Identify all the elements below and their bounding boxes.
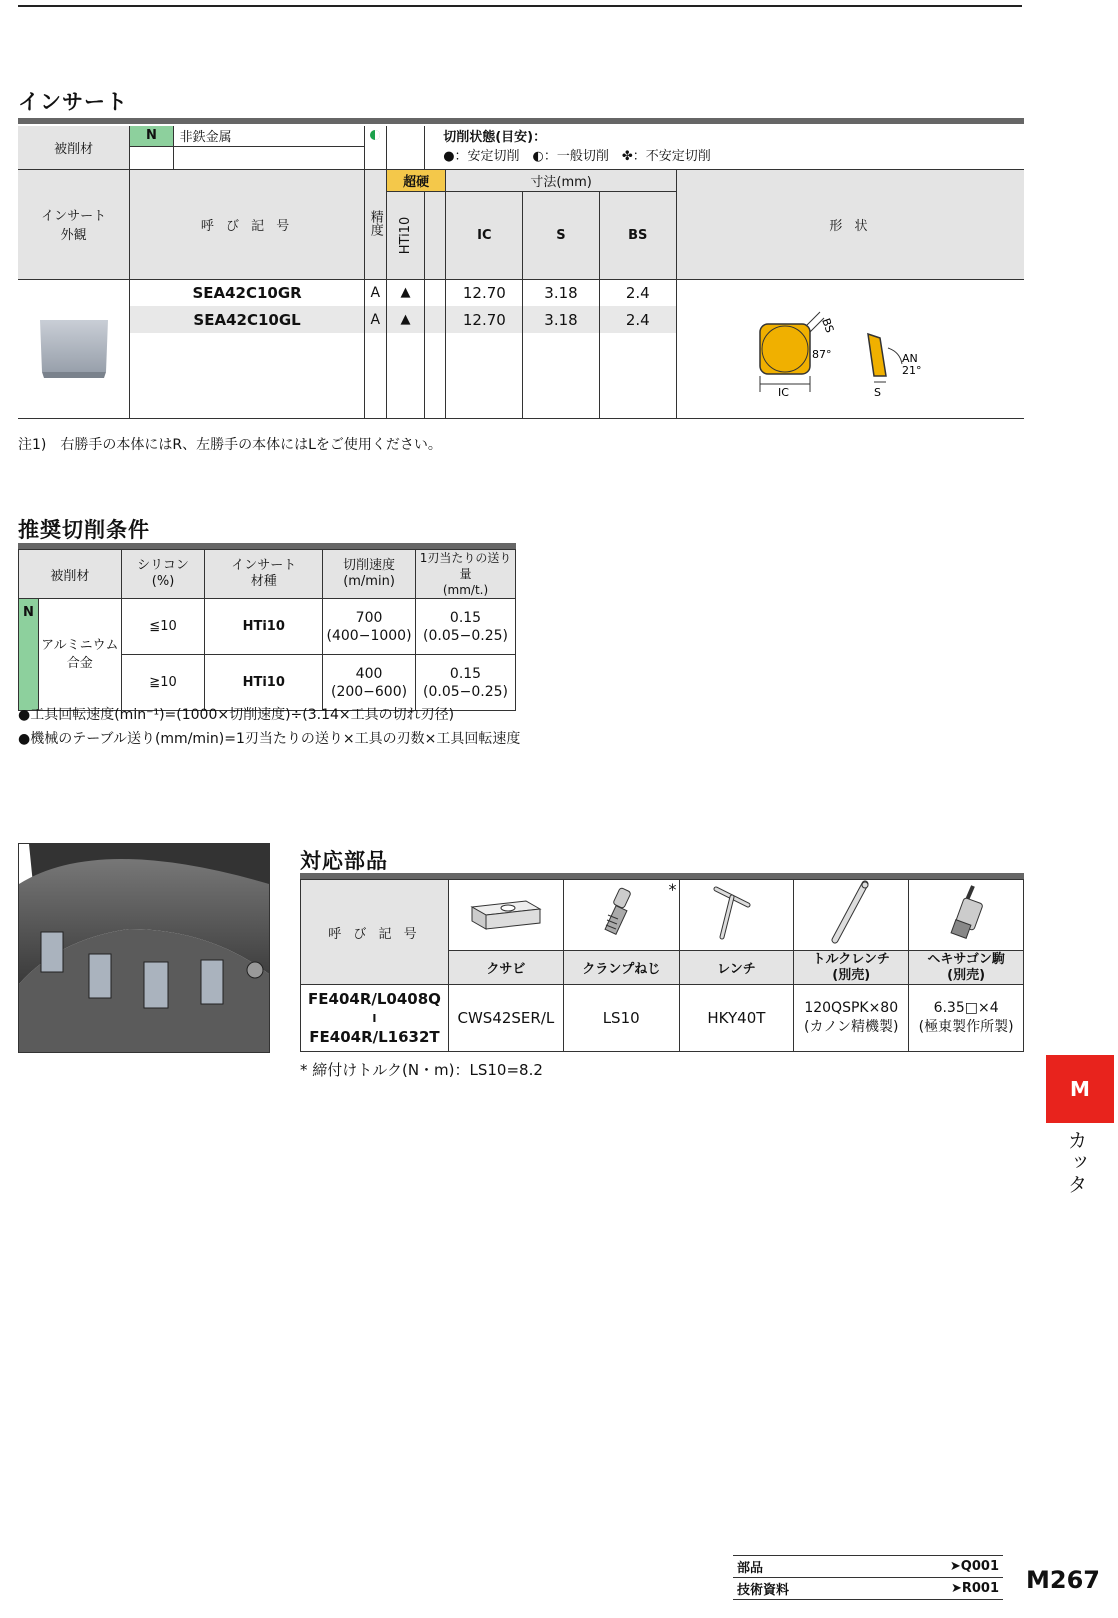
parts-code-mid: I — [372, 1011, 377, 1025]
cond-legend: ●：安定切削 ◐：一般切削 ✤：不安定切削 — [443, 149, 711, 165]
cond-si-2: ≧10 — [121, 655, 205, 711]
table-row — [18, 279, 1024, 306]
side-tab-letter[interactable]: M — [1046, 1055, 1114, 1123]
h-speed: 切削速度 (m/min) — [323, 550, 416, 599]
page-number: M267 — [1026, 1566, 1100, 1594]
footer-tech-ref[interactable]: ➤R001 — [950, 1581, 999, 1596]
screw-asterisk: * — [668, 880, 677, 899]
val-torque-wrench: 120QSPK×80 (カノン精機製) — [794, 985, 909, 1052]
screw-icon-cell — [563, 880, 679, 951]
parts-title: 対応部品 — [300, 849, 388, 873]
val-wedge: CWS42SER/L — [448, 985, 563, 1052]
cond-feed-1: 0.15 (0.05−0.25) — [416, 599, 516, 655]
insert-title-bar — [18, 118, 1024, 124]
col-grade: HTi10 — [397, 216, 413, 254]
cond-speed-1: 700 (400−1000) — [323, 599, 416, 655]
insert-title: インサート — [18, 90, 128, 114]
hex-socket-icon-cell — [909, 880, 1024, 951]
col-shape: 形 状 — [676, 169, 1024, 279]
clamp-screw-icon — [596, 885, 646, 941]
diagram-s: S — [874, 385, 882, 399]
parts-code-top: FE404R/L0408Q — [308, 989, 441, 1008]
h-feed: 1刃当たりの送り量 (mm/t.) — [416, 550, 516, 599]
cond-title: 切削状態(目安)： — [443, 130, 547, 146]
n-code: N — [130, 126, 173, 146]
cond-grade-2: HTi10 — [205, 655, 323, 711]
parts-note: * 締付けトルク(N・m)：LS10=8.2 — [300, 1061, 543, 1079]
col-appearance: インサート 外観 — [18, 169, 130, 279]
h-wedge: クサビ — [448, 951, 563, 985]
row1-s: 3.18 — [523, 279, 599, 306]
row2-ic: 12.70 — [446, 306, 523, 333]
cutter-image — [19, 844, 269, 1052]
footer-tech-label: 技術資料 — [737, 1583, 790, 1598]
col-code: 呼 び 記 号 — [130, 169, 364, 279]
diagram-87: 87° — [812, 347, 832, 361]
row1-precision: A — [364, 279, 386, 306]
condition-mark — [364, 126, 386, 169]
wedge-icon — [468, 893, 544, 933]
h-clamp-screw: クランプねじ — [563, 951, 679, 985]
general-cut-icon — [369, 129, 381, 141]
diagram-an: AN — [902, 351, 919, 365]
col-ic: IC — [446, 191, 523, 279]
col-dims: 寸法(mm) — [446, 169, 676, 191]
h-hex-socket: ヘキサゴン駒 (別売) — [909, 951, 1024, 985]
row1-bs: 2.4 — [599, 279, 676, 306]
row2-code: SEA42C10GL — [130, 306, 364, 333]
shape-diagram — [750, 292, 950, 402]
wrench-icon-cell — [679, 880, 794, 951]
formula-1: ●工具回転速度(min⁻¹)=(1000×切削速度)÷(3.14×工具の切れ刃径) — [18, 707, 455, 723]
conditions-table — [18, 549, 516, 711]
h-wrench: レンチ — [679, 951, 794, 985]
row2-bs: 2.4 — [599, 306, 676, 333]
cond-feed-2: 0.15 (0.05−0.25) — [416, 655, 516, 711]
n-name: 非鉄金属 — [173, 126, 364, 146]
h-torque-wrench: トルクレンチ (別売) — [794, 951, 909, 985]
insert-image — [34, 312, 114, 382]
row1-mark: ▲ — [386, 279, 424, 306]
row2-mark: ▲ — [386, 306, 424, 333]
row2-s: 3.18 — [523, 306, 599, 333]
cond-n: N — [19, 599, 39, 711]
wrench-icon — [708, 883, 764, 943]
h-si: シリコン (%) — [121, 550, 205, 599]
cond-speed-2: 400 (200−600) — [323, 655, 416, 711]
row1-ic: 12.70 — [446, 279, 523, 306]
col-carbide: 超硬 — [386, 169, 446, 191]
footer-parts-ref[interactable]: ➤Q001 — [949, 1559, 999, 1574]
torque-wrench-icon-cell — [794, 880, 909, 951]
cond-grade-1: HTi10 — [205, 599, 323, 655]
col-precision: 精度 — [367, 209, 383, 236]
col-s: S — [523, 191, 599, 279]
wedge-icon-cell — [448, 880, 563, 951]
insert-table — [18, 126, 1024, 419]
insert-photo-cell — [18, 279, 130, 418]
h-code: 呼 び 記 号 — [301, 880, 449, 985]
insert-note: 注1) 右勝手の本体にはR、左勝手の本体にはLをご使用ください。 — [18, 437, 442, 453]
torque-wrench-icon — [821, 880, 881, 946]
val-clamp-screw: LS10 — [563, 985, 679, 1052]
formula-2: ●機械のテーブル送り(mm/min)=1刃当たりの送り×工具の刃数×工具回転速度 — [18, 731, 521, 747]
diagram-ic: IC — [778, 385, 790, 399]
row1-code: SEA42C10GR — [130, 279, 364, 306]
h-work: 被削材 — [19, 550, 122, 599]
cond-material: アルミニウム 合金 — [38, 599, 121, 711]
diagram-bs: BS — [819, 316, 837, 335]
footer-parts-label: 部品 — [737, 1561, 764, 1576]
cutter-photo — [18, 843, 270, 1053]
col-bs: BS — [599, 191, 676, 279]
work-material-label: 被削材 — [18, 126, 130, 169]
top-rule — [18, 5, 1022, 7]
conditions-title: 推奨切削条件 — [18, 518, 150, 542]
h-grade: インサート 材種 — [205, 550, 323, 599]
shape-diagram-cell — [676, 279, 1024, 418]
table-row — [19, 599, 516, 655]
cond-si-1: ≦10 — [121, 599, 205, 655]
footer-refs — [733, 1555, 1003, 1600]
val-hex-socket: 6.35□×4 (極東製作所製) — [909, 985, 1024, 1052]
hex-socket-icon — [941, 882, 991, 944]
side-tab-label: カッタ — [1064, 1130, 1088, 1196]
val-wrench: HKY40T — [679, 985, 794, 1052]
diagram-21: 21° — [902, 363, 922, 377]
table-row — [301, 985, 1024, 1052]
parts-code-bottom: FE404R/L1632T — [309, 1027, 440, 1046]
row2-precision: A — [364, 306, 386, 333]
parts-table — [300, 879, 1024, 1052]
